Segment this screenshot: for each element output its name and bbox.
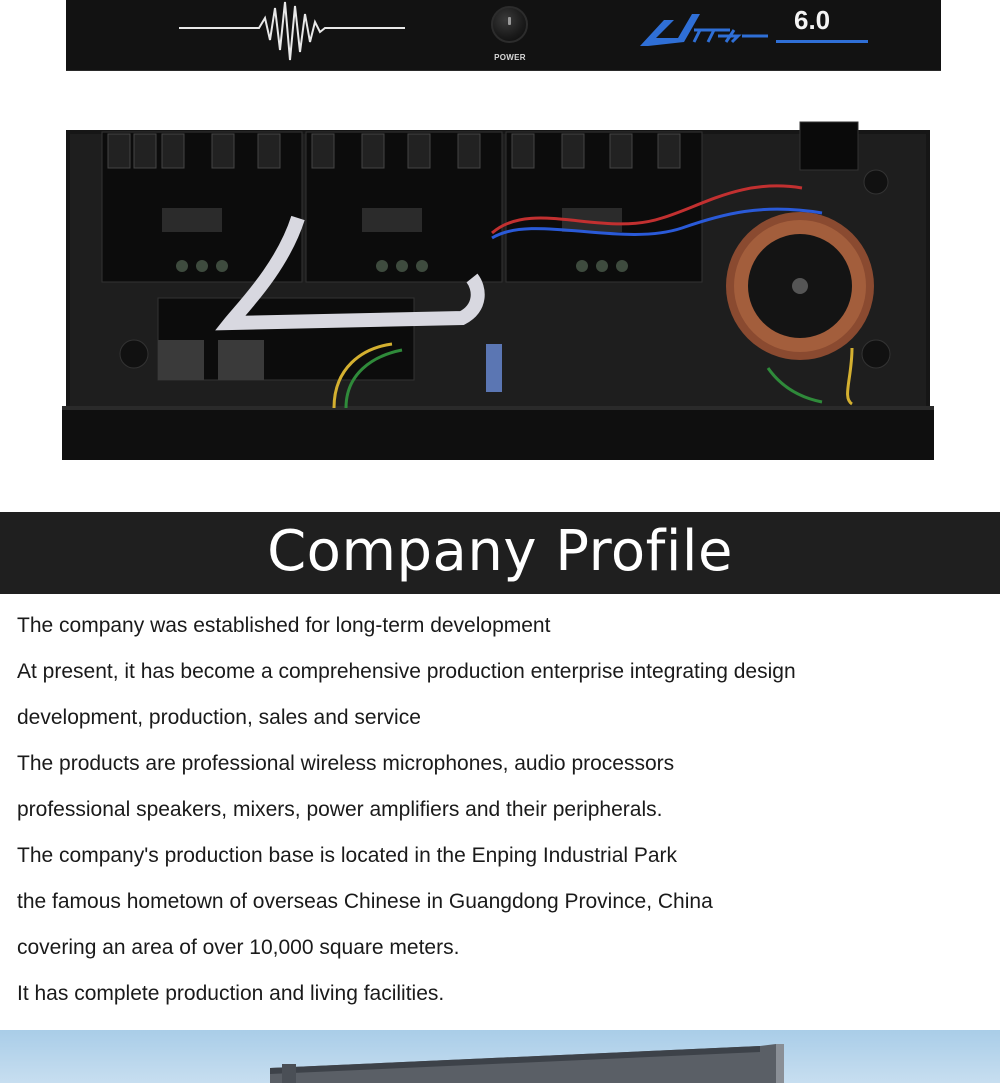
company-profile-title: Company Profile — [267, 518, 733, 584]
profile-line: the famous hometown of overseas Chinese in Guangdong Province, China — [17, 890, 713, 913]
company-profile-banner — [0, 512, 1000, 594]
profile-line: The company's production base is located in the Enping Industrial Park — [17, 844, 678, 867]
amplifier-front-panel — [66, 0, 941, 71]
profile-line: The products are professional wireless microphones, audio processors — [17, 752, 675, 775]
waveform-icon — [179, 0, 479, 70]
factory-building-photo — [0, 1030, 1000, 1083]
model-underline — [776, 40, 868, 43]
xtr-brand-logo — [634, 8, 774, 50]
profile-line: development, production, sales and service — [17, 706, 421, 729]
power-label: POWER — [494, 53, 526, 62]
profile-line: professional speakers, mixers, power amplifiers and their peripherals. — [17, 798, 663, 821]
profile-line: It has complete production and living facilities. — [17, 982, 445, 1005]
profile-line: covering an area of over 10,000 square meters. — [17, 936, 460, 959]
power-switch[interactable] — [491, 6, 528, 43]
profile-line: The company was established for long-term development — [17, 614, 551, 637]
amplifier-internals-photo — [62, 118, 937, 463]
company-profile-text — [17, 606, 992, 1020]
profile-line: At present, it has become a comprehensive production enterprise integrating design — [17, 660, 796, 683]
model-number: 6.0 — [794, 5, 831, 35]
